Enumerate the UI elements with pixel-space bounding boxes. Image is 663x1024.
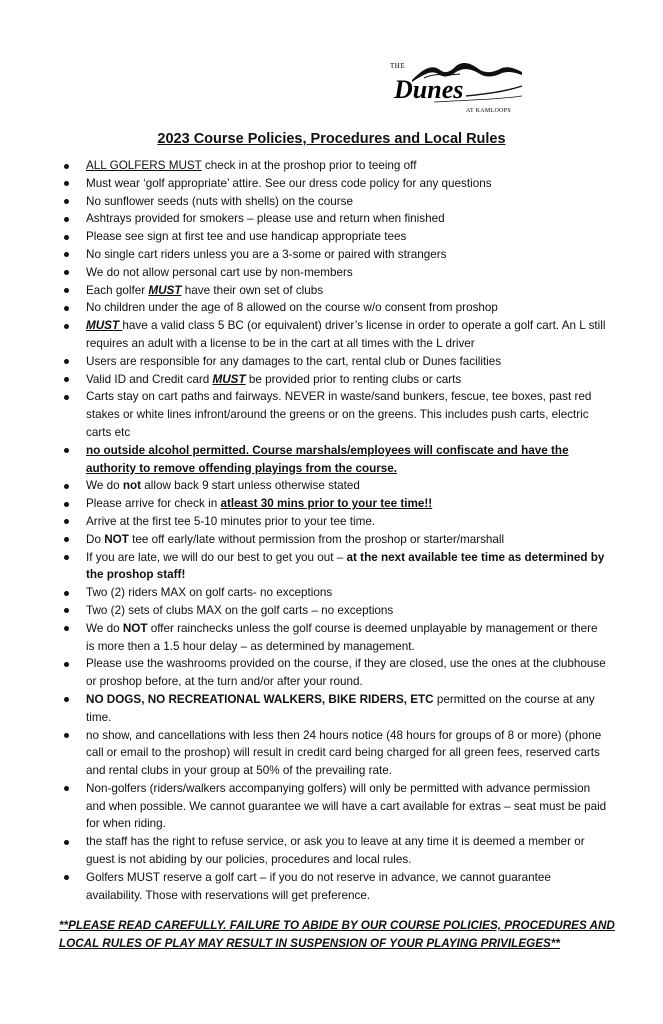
list-item: Golfers MUST reserve a golf cart – if you do not reserve in advance, we cannot guarantee availability. Those with reservations will get preference.	[59, 869, 609, 905]
warning-notice: **PLEASE READ CAREFULLY. FAILURE TO ABIDE BY OUR COURSE POLICIES, PROCEDURES AND LOCAL RULES OF PLAY MAY RESULT IN SUSPENSION OF YOUR PLAYING PRIVILEGES**	[59, 919, 615, 950]
list-item: No sunflower seeds (nuts with shells) on the course	[59, 193, 609, 211]
list-item: Please use the washrooms provided on the course, if they are closed, use the ones at the clubhouse or proshop before, at the turn and/or after your round.	[59, 655, 609, 691]
logo-top-text: THE	[390, 62, 406, 70]
list-item: Two (2) riders MAX on golf carts- no exceptions	[59, 584, 609, 602]
list-item: Must wear ‘golf appropriate’ attire. See our dress code policy for any questions	[59, 175, 609, 193]
list-item: Each golfer MUST have their own set of clubs	[59, 282, 609, 300]
page-title: 2023 Course Policies, Procedures and Local Rules	[157, 131, 506, 147]
list-item: We do not allow personal cart use by non-members	[59, 264, 609, 282]
list-item: Carts stay on cart paths and fairways. NEVER in waste/sand bunkers, fescue, tee boxes, past red stakes or white lines infront/around the greens or on the greens. This includes push carts, electric carts etc	[59, 388, 609, 441]
list-item: No children under the age of 8 allowed on the course w/o consent from proshop	[59, 299, 609, 317]
list-item: Non-golfers (riders/walkers accompanying golfers) will only be permitted with advance permission and when possible. We cannot guarantee we will have a cart available for extras – seat must be paid for when riding.	[59, 780, 609, 833]
list-item: ALL GOLFERS MUST check in at the proshop prior to teeing off	[59, 157, 609, 175]
mountain-logo-icon	[384, 56, 526, 118]
dunes-logo	[384, 56, 526, 118]
list-item: Do NOT tee off early/late without permission from the proshop or starter/marshall	[59, 531, 609, 549]
list-item: If you are late, we will do our best to get you out – at the next available tee time as determined by the proshop staff!	[59, 549, 609, 585]
logo-bottom-text: AT KAMLOOPS	[466, 108, 512, 114]
list-item: the staff has the right to refuse service, or ask you to leave at any time it is deemed a member or guest is not abiding by our policies, procedures and local rules.	[59, 833, 609, 869]
list-item: Arrive at the first tee 5-10 minutes prior to your tee time.	[59, 513, 609, 531]
list-item: Two (2) sets of clubs MAX on the golf carts – no exceptions	[59, 602, 609, 620]
list-item: Ashtrays provided for smokers – please use and return when finished	[59, 210, 609, 228]
list-item: NO DOGS, NO RECREATIONAL WALKERS, BIKE RIDERS, ETC permitted on the course at any time.	[59, 691, 609, 727]
list-item: We do not allow back 9 start unless otherwise stated	[59, 477, 609, 495]
list-item: MUST have a valid class 5 BC (or equivalent) driver’s license in order to operate a golf cart. An L still requires an adult with a license to be in the cart at all times with the L driver	[59, 317, 609, 353]
logo-brand-text: Dunes	[394, 75, 464, 104]
list-item: We do NOT offer rainchecks unless the golf course is deemed unplayable by management or there is more then a 1.5 hour delay – as determined by management.	[59, 620, 609, 656]
rules-list	[59, 157, 609, 904]
list-item: Please see sign at first tee and use handicap appropriate tees	[59, 228, 609, 246]
list-item: no outside alcohol permitted. Course marshals/employees will confiscate and have the authority to remove offending playings from the course.	[59, 442, 609, 478]
list-item: Please arrive for check in atleast 30 mins prior to your tee time!!	[59, 495, 609, 513]
list-item: Users are responsible for any damages to the cart, rental club or Dunes facilities	[59, 353, 609, 371]
list-item: No single cart riders unless you are a 3-some or paired with strangers	[59, 246, 609, 264]
list-item: Valid ID and Credit card MUST be provided prior to renting clubs or carts	[59, 371, 609, 389]
list-item: no show, and cancellations with less then 24 hours notice (48 hours for groups of 8 or more) (phone call or email to the proshop) will result in credit card being charged for all green fees, reserved carts and rental clubs in your group at 50% of the prevailing rate.	[59, 727, 609, 780]
